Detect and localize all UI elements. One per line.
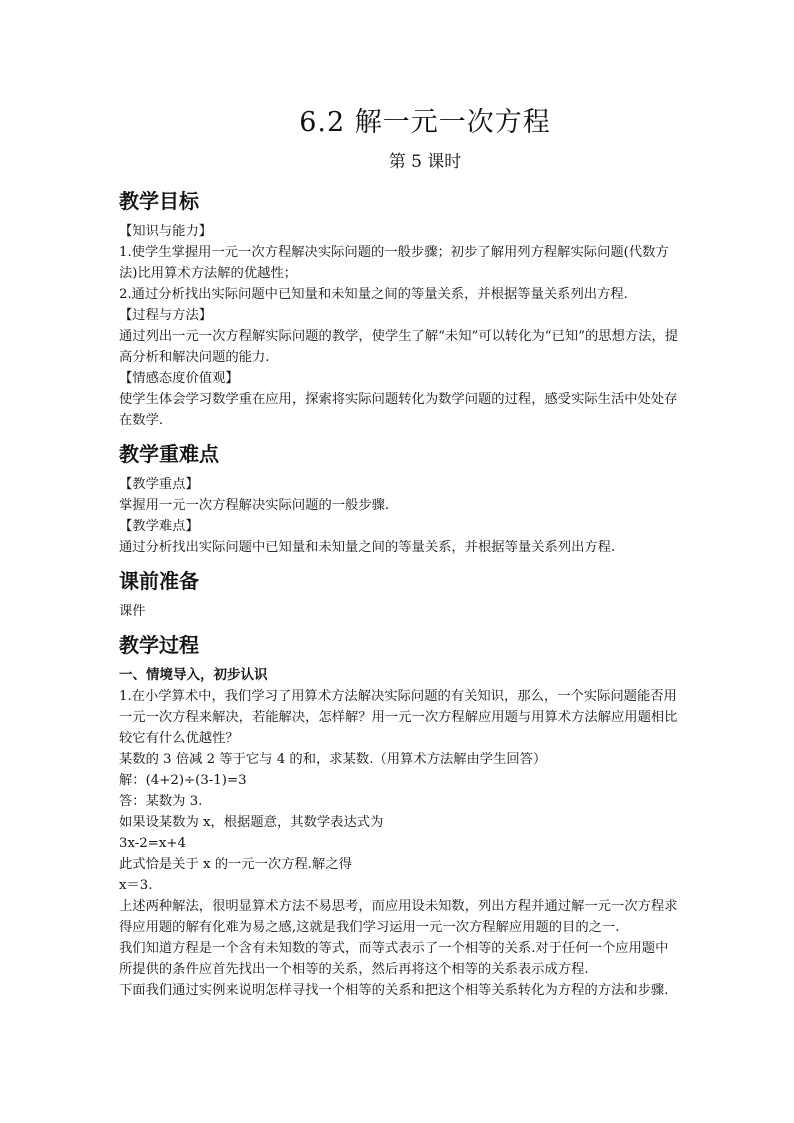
paragraph: 上述两种解法，很明显算术方法不易思考，而应用设未知数，列出方程并通过解一元一次方程求得应用题的解有化难为易之感,这就是我们学习运用一元一次方程解应用题的目的之一. bbox=[119, 899, 678, 935]
paragraph: 解：(4+2)÷(3-1)=3 bbox=[119, 773, 247, 788]
section-heading: 教学重难点 bbox=[119, 442, 219, 466]
paragraph: 【情感态度价值观】 bbox=[119, 371, 239, 386]
section-heading: 课前准备 bbox=[119, 569, 199, 593]
paragraph: 某数的 3 倍减 2 等于它与 4 的和，求某数.（用算术方法解由学生回答） bbox=[119, 752, 547, 767]
section-heading: 教学过程 bbox=[119, 633, 199, 657]
paragraph: 使学生体会学习数学重在应用，探索将实际问题转化为数学问题的过程，感受实际生活中处处存在数学. bbox=[119, 392, 678, 428]
paragraph: 通过列出一元一次方程解实际问题的教学，使学生了解“未知”可以转化为“已知”的思想方法，提高分析和解决问题的能力. bbox=[119, 329, 679, 365]
paragraph: 【教学难点】 bbox=[119, 519, 199, 534]
paragraph: 如果设某数为 x，根据题意，其数学表达式为 bbox=[119, 815, 384, 830]
paragraph: 【过程与方法】 bbox=[119, 308, 213, 323]
section-teaching-process bbox=[119, 630, 681, 1001]
paragraph: 掌握用一元一次方程解决实际问题的一般步骤. bbox=[119, 498, 390, 513]
paragraph: 答：某数为 3. bbox=[119, 794, 203, 809]
paragraph: 课件 bbox=[119, 604, 146, 619]
section-heading: 教学目标 bbox=[119, 189, 199, 213]
paragraph: 1.使学生掌握用一元一次方程解决实际问题的一般步骤；初步了解用列方程解实际问题(代数方法)比用算术方法解的优越性； bbox=[119, 245, 669, 281]
paragraph: 3x-2=x+4 bbox=[119, 836, 186, 851]
section-teaching-objectives bbox=[119, 186, 681, 431]
paragraph: 1.在小学算术中，我们学习了用算术方法解决实际问题的有关知识，那么，一个实际问题能否用一元一次方程来解决，若能解决，怎样解？用一元一次方程解应用题与用算术方法解应用题相比较它有什么优越性？ bbox=[119, 689, 678, 746]
paragraph: x＝3. bbox=[119, 878, 153, 893]
paragraph: 【教学重点】 bbox=[119, 477, 199, 492]
page-subtitle: 第 5 课时 bbox=[388, 152, 462, 172]
page-title: 6.2 解一元一次方程 bbox=[299, 107, 551, 138]
paragraph: 2.通过分析找出实际问题中已知量和未知量之间的等量关系，并根据等量关系列出方程. bbox=[119, 287, 628, 302]
document-body bbox=[119, 186, 681, 1001]
paragraph: 我们知道方程是一个含有未知数的等式，而等式表示了一个相等的关系.对于任何一个应用题中所提供的条件应首先找出一个相等的关系，然后再将这个相等的关系表示成方程. bbox=[119, 941, 669, 977]
section-subheading: 一、情境导入，初步认识 bbox=[119, 667, 268, 683]
section-preparation bbox=[119, 566, 681, 622]
paragraph: 通过分析找出实际问题中已知量和未知量之间的等量关系，并根据等量关系列出方程. bbox=[119, 540, 616, 555]
paragraph: 下面我们通过实例来说明怎样寻找一个相等的关系和把这个相等关系转化为方程的方法和步骤. bbox=[119, 983, 669, 998]
paragraph: 此式恰是关于 x 的一元一次方程.解之得 bbox=[119, 857, 352, 872]
section-key-difficulties bbox=[119, 439, 681, 558]
paragraph: 【知识与能力】 bbox=[119, 224, 213, 239]
